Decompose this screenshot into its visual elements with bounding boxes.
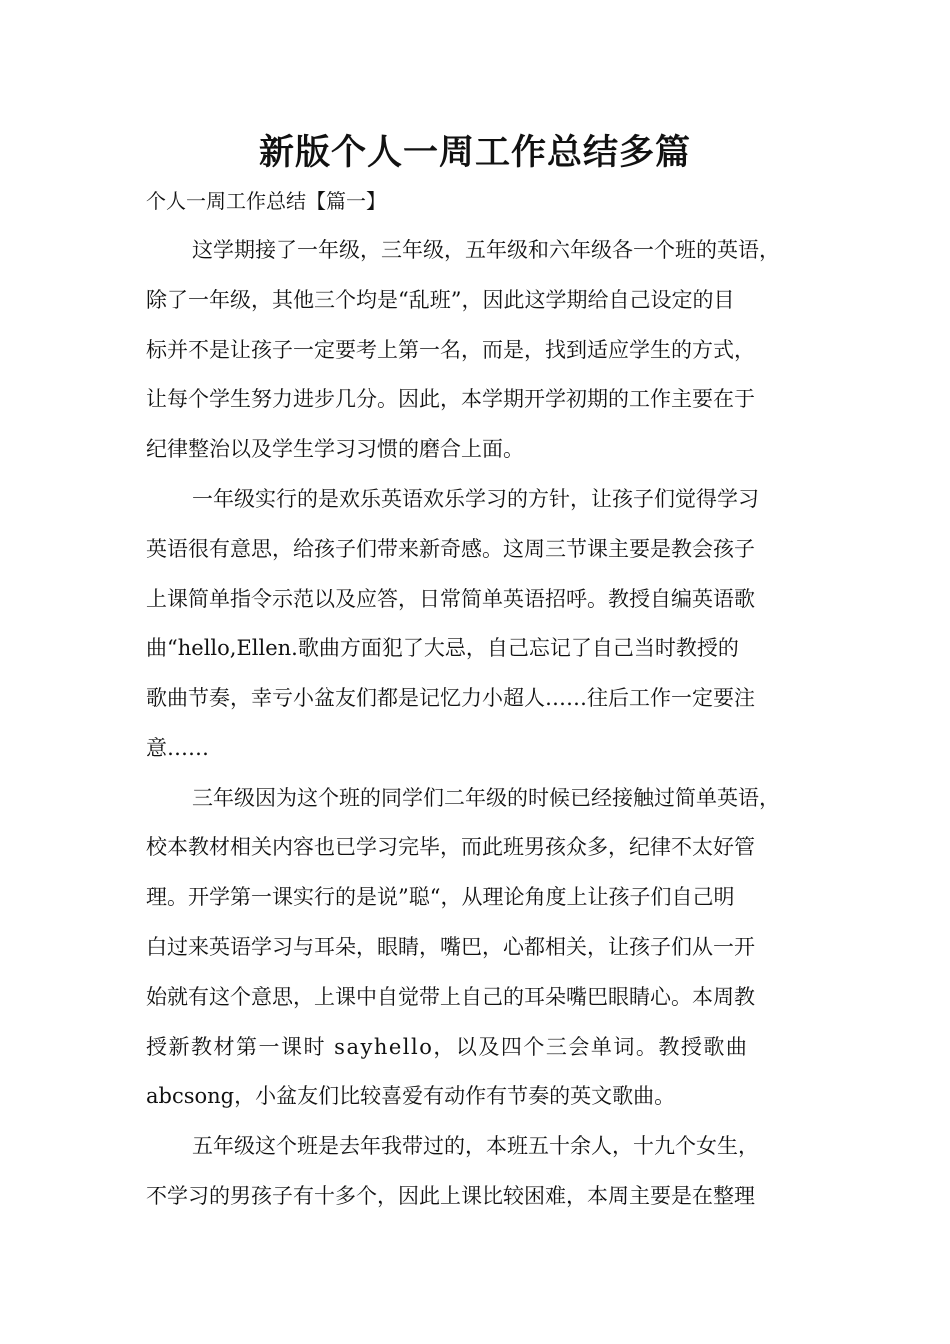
paragraph-line: 五年级这个班是去年我带过的，本班五十余人，十九个女生， — [192, 1134, 759, 1158]
document-title: 新版个人一周工作总结多篇 — [258, 133, 691, 173]
paragraph-line: 曲“hello,Ellen.歌曲方面犯了大忌，自己忘记了自己当时教授的 — [146, 636, 739, 660]
paragraph-line: 校本教材相关内容也已学习完毕，而此班男孩众多，纪律不太好管 — [146, 835, 755, 859]
paragraph-line: 上课简单指令示范以及应答，日常简单英语招呼。教授自编英语歌 — [146, 587, 755, 611]
paragraph-line: 始就有这个意思，上课中自觉带上自己的耳朵嘴巴眼睛心。本周教 — [146, 985, 755, 1009]
paragraph-line: 这学期接了一年级，三年级，五年级和六年级各一个班的英语， — [192, 238, 780, 262]
paragraph-line: 白过来英语学习与耳朵，眼睛，嘴巴，心都相关，让孩子们从一开 — [146, 935, 755, 959]
paragraph-line: 让每个学生努力进步几分。因此，本学期开学初期的工作主要在于 — [146, 387, 755, 411]
paragraph-line: 理。开学第一课实行的是说”聪“，从理论角度上让孩子们自己明 — [146, 885, 735, 909]
paragraph-line: 一年级实行的是欢乐英语欢乐学习的方针，让孩子们觉得学习 — [192, 487, 759, 511]
paragraph-line: 英语很有意思，给孩子们带来新奇感。这周三节课主要是教会孩子 — [146, 537, 755, 561]
paragraph-line: 不学习的男孩子有十多个，因此上课比较困难，本周主要是在整理 — [146, 1184, 755, 1208]
paragraph-line: 歌曲节奏，幸亏小盆友们都是记忆力小超人……往后工作一定要注 — [146, 686, 755, 710]
paragraph-line: 授新教材第一课时 sayhello，以及四个三会单词。教授歌曲 — [146, 1035, 749, 1059]
paragraph-line: 意…… — [146, 736, 209, 760]
paragraph-line: abcsong，小盆友们比较喜爱有动作有节奏的英文歌曲。 — [146, 1084, 676, 1108]
paragraph-line: 除了一年级，其他三个均是“乱班”，因此这学期给自己设定的目 — [146, 288, 735, 312]
paragraph-line: 标并不是让孩子一定要考上第一名，而是，找到适应学生的方式， — [146, 338, 755, 362]
paragraph-line: 纪律整治以及学生学习习惯的磨合上面。 — [146, 437, 524, 461]
section-heading: 个人一周工作总结【篇一】 — [146, 189, 386, 213]
paragraph-line: 三年级因为这个班的同学们二年级的时候已经接触过简单英语， — [192, 786, 780, 810]
